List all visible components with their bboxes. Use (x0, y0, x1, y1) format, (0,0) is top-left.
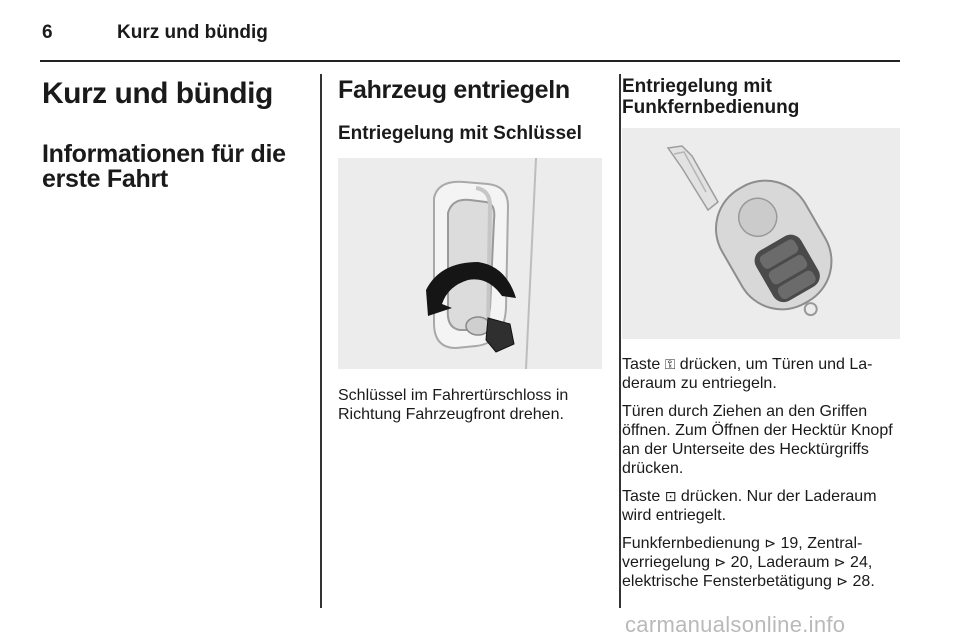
paragraph-unlock-cargo: Taste ⊡ drücken. Nur der Laderaum wird entriegelt. (622, 488, 877, 524)
page-header (42, 22, 268, 44)
subsection-key-unlock: Entriegelung mit Schlüssel (338, 123, 582, 144)
door-handle-drawing (338, 158, 602, 369)
header-rule (40, 60, 900, 62)
section-title-unlock: Fahrzeug entriegeln (338, 76, 570, 104)
door-lock-illustration (338, 158, 602, 369)
remote-key-drawing (622, 128, 900, 339)
remote-key-illustration (622, 128, 900, 339)
watermark: carmanualsonline.info (625, 612, 846, 637)
header-title: Kurz und bündig (117, 22, 268, 43)
page-ref-arrow-icon: ⊳ (836, 573, 849, 589)
column-3 (622, 76, 902, 600)
page-ref-arrow-icon: ⊳ (833, 554, 846, 570)
column-1 (42, 78, 307, 192)
column-2 (338, 78, 603, 433)
column-divider-2 (619, 74, 621, 608)
paragraph-cross-references: Funkfernbedienung ⊳ 19, Zentralverriegelung ⊳ 20, Laderaum ⊳ 24, elektrische Fensterbetätigung ⊳ 28. (622, 535, 875, 590)
page-ref-arrow-icon: ⊳ (764, 535, 777, 551)
section-title: Informationen für die erste Fahrt (42, 140, 286, 193)
cargo-unlock-icon: ⊡ (664, 488, 677, 504)
key-unlock-caption: Schlüssel im Fahrertürschloss in Richtung Fahrzeugfront drehen. (338, 387, 569, 423)
chapter-title: Kurz und bündig (42, 77, 273, 110)
page-ref-arrow-icon: ⊳ (714, 554, 727, 570)
subsection-remote-unlock: Entriegelung mit Funkfernbedienung (622, 76, 800, 118)
paragraph-unlock-all: Taste ⚿ drücken, um Türen und Laderaum zu entriegeln. (622, 356, 873, 392)
remote-unlock-text (622, 355, 902, 591)
paragraph-open-doors: Türen durch Ziehen an den Griffen öffnen. Zum Öffnen der Hecktür Knopf an der Unterseite des Hecktürgriffs drücken. (622, 403, 893, 477)
page-number: 6 (42, 22, 53, 43)
column-divider-1 (320, 74, 322, 608)
unlock-icon: ⚿ (664, 356, 676, 372)
